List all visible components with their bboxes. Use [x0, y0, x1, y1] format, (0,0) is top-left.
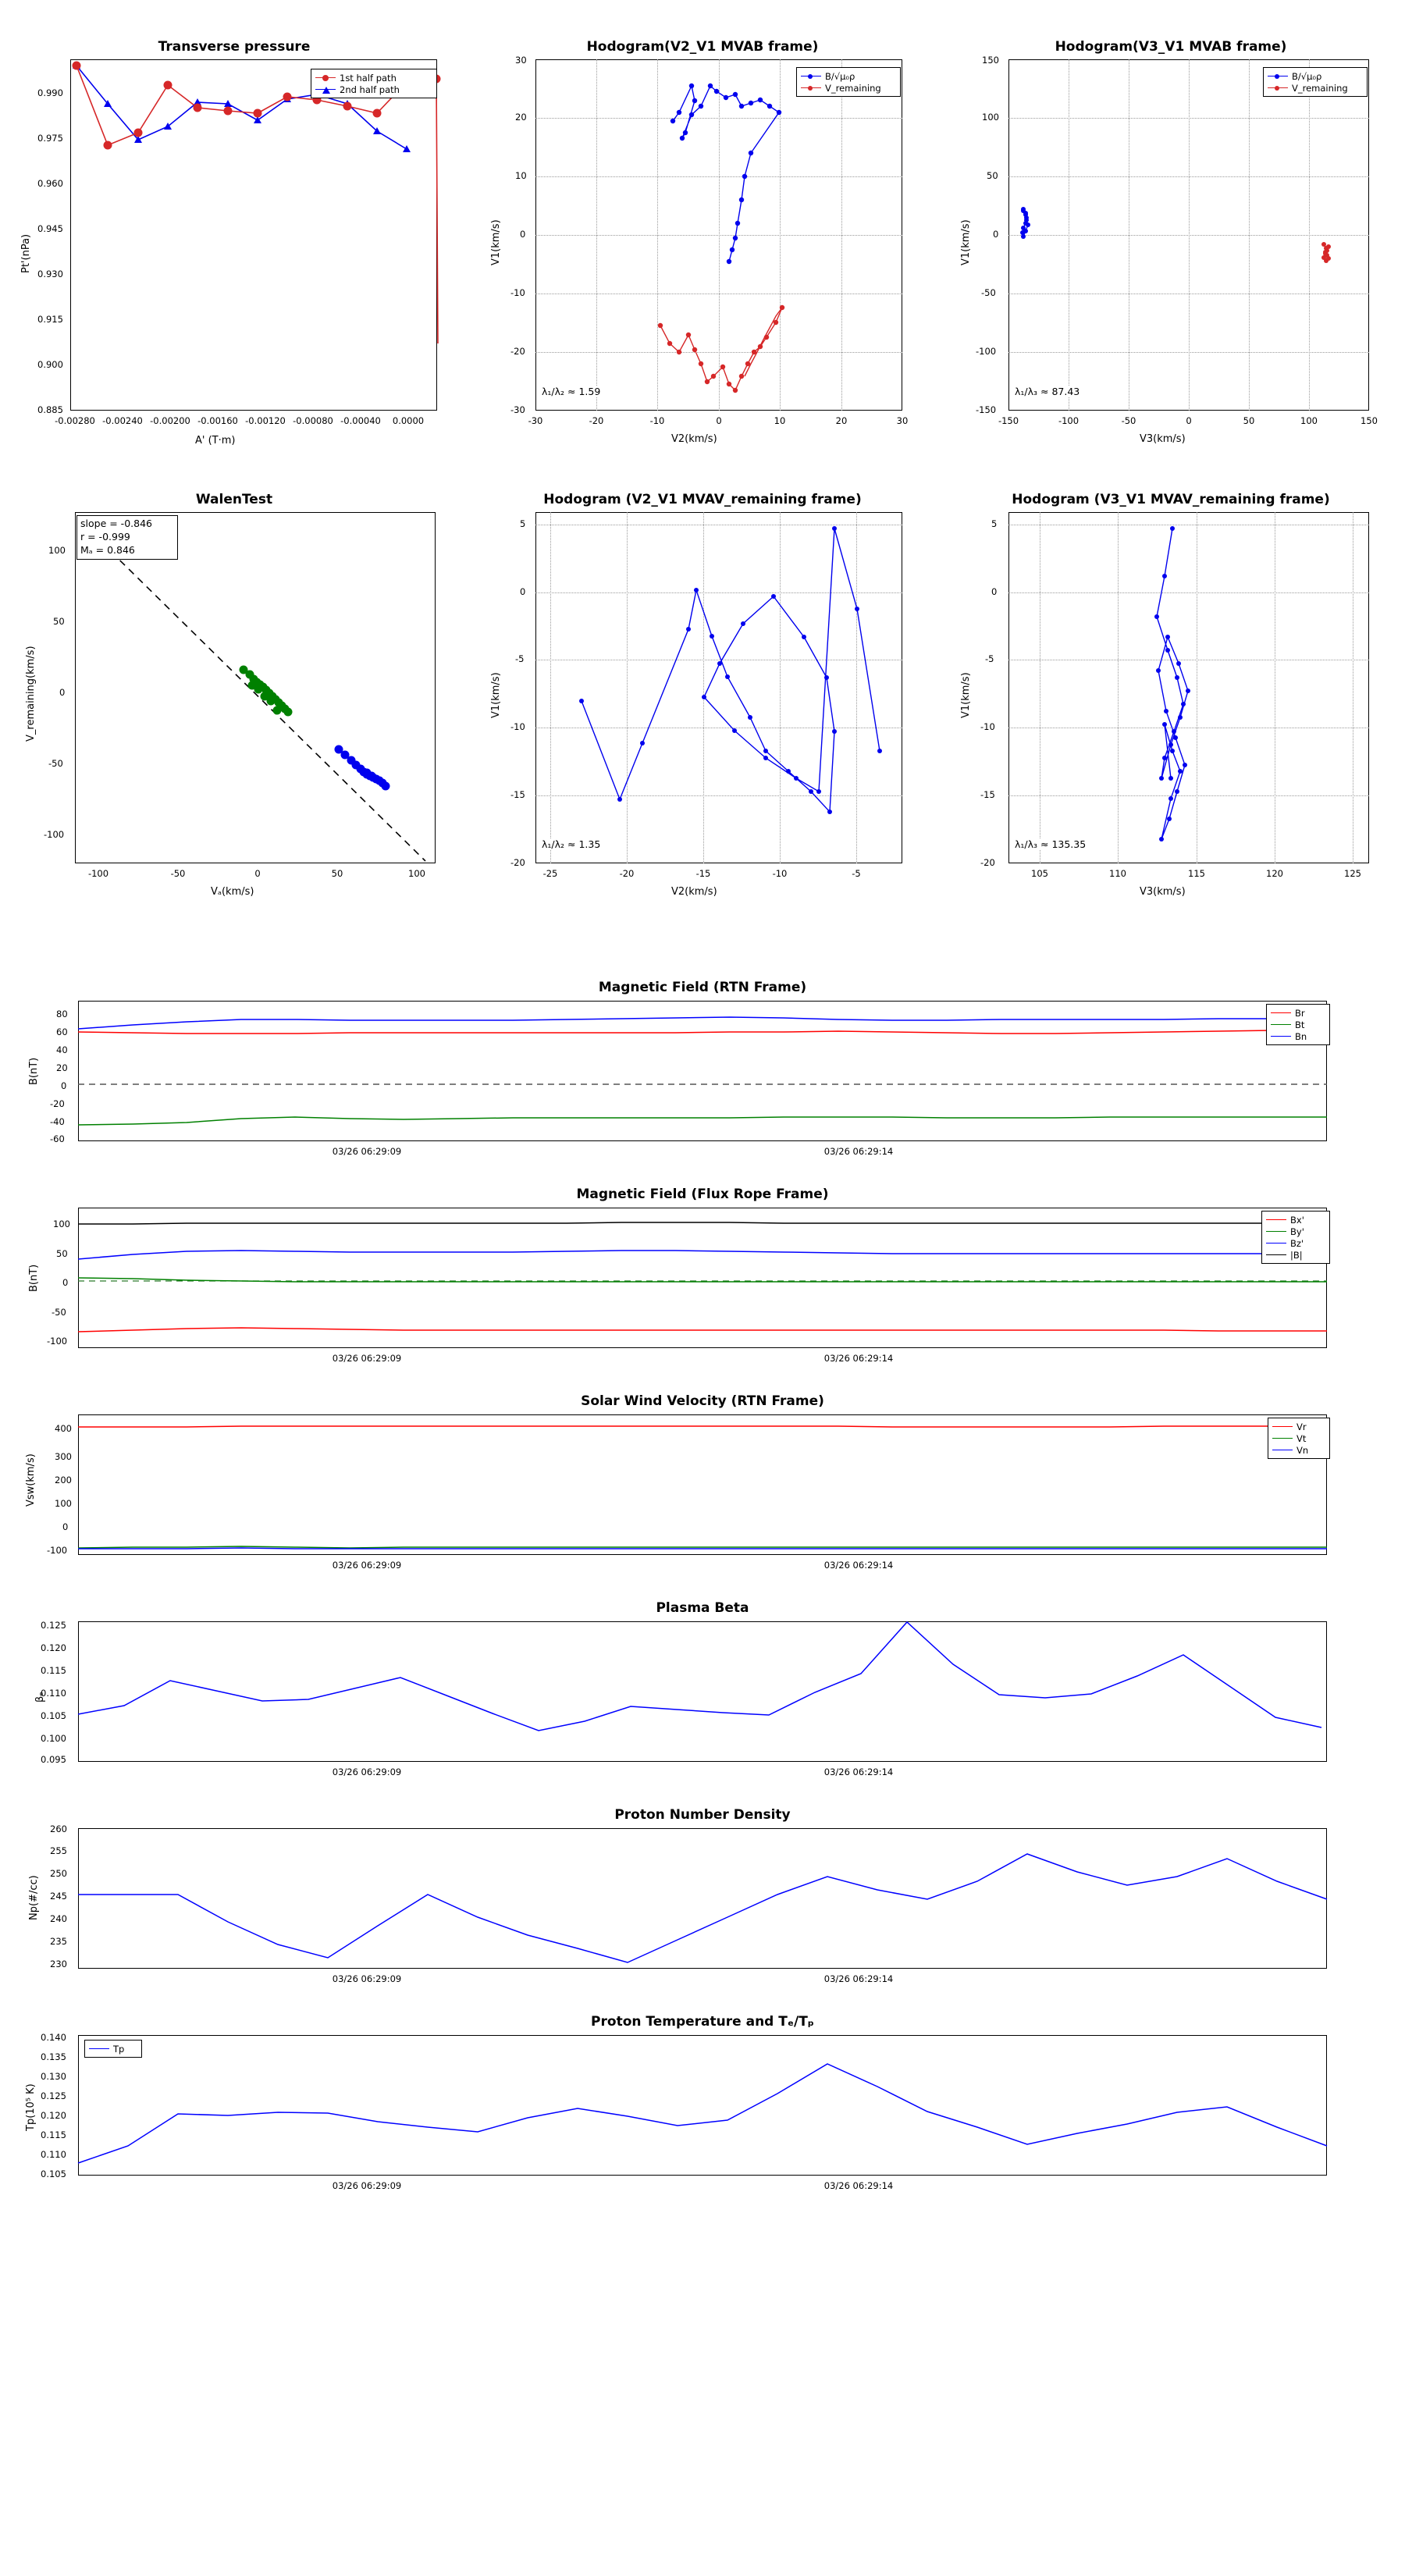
x-tick: -150	[998, 415, 1019, 426]
y-tick: -15	[510, 789, 525, 800]
panel-hodogram-v2v1-mvav	[468, 468, 937, 898]
panel-title: Hodogram(V2_V1 MVAB frame)	[586, 39, 819, 55]
legend-label: Tp	[113, 2043, 125, 2055]
legend-item	[315, 72, 432, 84]
y-tick: 5	[991, 518, 998, 529]
x-tick: 150	[1361, 415, 1378, 426]
panel-solar-wind-velocity	[0, 1382, 1405, 1585]
eigenvalue-ratio-annotation: λ₁/λ₂ ≈ 1.35	[542, 838, 601, 850]
x-tick: 0	[1186, 415, 1192, 426]
legend-item	[1268, 82, 1363, 94]
y-tick: 0.110	[41, 1688, 66, 1699]
panel-title: Proton Temperature and Tₑ/Tₚ	[591, 2014, 814, 2030]
panel-title: Solar Wind Velocity (RTN Frame)	[581, 1393, 824, 1409]
y-tick: 0.960	[37, 178, 63, 189]
legend-label: Vn	[1297, 1444, 1309, 1456]
legend-item	[801, 70, 896, 82]
y-tick: -100	[44, 829, 65, 840]
legend-label: 2nd half path	[340, 84, 400, 95]
x-tick: 03/26 06:29:09	[332, 1146, 402, 1157]
y-tick: 40	[56, 1044, 68, 1055]
panel-title: Magnetic Field (RTN Frame)	[598, 980, 807, 995]
y-tick: -100	[976, 346, 997, 357]
y-tick: 0.125	[41, 2090, 66, 2101]
legend-item	[1271, 1019, 1325, 1030]
y-tick: 0	[520, 586, 526, 597]
y-tick: -100	[47, 1336, 68, 1347]
x-tick: 50	[1243, 415, 1255, 426]
x-tick: -100	[87, 868, 109, 879]
eigenvalue-ratio-annotation: λ₁/λ₃ ≈ 135.35	[1015, 838, 1087, 850]
y-tick: 0.140	[41, 2032, 66, 2043]
walen-fit-box	[76, 515, 178, 560]
y-axis-label: βₑ	[34, 1692, 46, 1703]
x-tick: -0.00280	[55, 415, 95, 426]
y-tick: 230	[50, 1959, 67, 1969]
y-tick: 200	[55, 1475, 72, 1485]
eigenvalue-ratio-annotation: λ₁/λ₃ ≈ 87.43	[1015, 386, 1080, 397]
y-tick: -40	[50, 1116, 65, 1127]
x-tick: -20	[619, 868, 635, 879]
y-tick: 0	[520, 229, 526, 240]
y-tick: 0.885	[37, 404, 63, 415]
y-tick: 0	[62, 1521, 69, 1532]
legend-label: B/√μ₀ρ	[1292, 70, 1322, 82]
walen-test-plot	[0, 468, 468, 890]
y-tick: 100	[48, 545, 66, 556]
y-axis-label: V1(km/s)	[490, 672, 502, 718]
x-axis-label: A' (T·m)	[195, 435, 236, 447]
legend	[796, 67, 901, 97]
legend-swatch-bn	[1271, 1036, 1291, 1037]
panel-title: WalenTest	[195, 492, 273, 507]
y-tick: -20	[50, 1098, 65, 1109]
x-tick: 100	[1300, 415, 1318, 426]
y-tick: -20	[980, 857, 995, 868]
y-axis-label: B(nT)	[28, 1057, 40, 1085]
y-axis-label: V_remaining(km/s)	[25, 646, 37, 742]
y-tick: 100	[55, 1498, 72, 1509]
y-tick: 50	[987, 170, 998, 181]
y-tick: 20	[56, 1062, 68, 1073]
legend-item	[1268, 70, 1363, 82]
legend-item	[1266, 1237, 1325, 1249]
x-tick: -5	[852, 868, 861, 879]
y-tick: 0.120	[41, 1642, 66, 1653]
x-axis-label: V3(km/s)	[1140, 886, 1186, 898]
panel-magnetic-field-rtn	[0, 968, 1405, 1171]
x-tick: 03/26 06:29:14	[823, 1560, 894, 1571]
legend	[1266, 1004, 1330, 1045]
y-tick: 0.105	[41, 1710, 66, 1721]
x-tick: -50	[170, 868, 186, 879]
legend-label: Vt	[1297, 1432, 1307, 1444]
y-tick: 0.115	[41, 2129, 66, 2140]
y-axis-label: B(nT)	[28, 1264, 40, 1292]
legend-swatch-bt	[1271, 1024, 1291, 1025]
x-axis-label: V3(km/s)	[1140, 433, 1186, 445]
x-tick: 03/26 06:29:14	[823, 1353, 894, 1364]
y-tick: -50	[52, 1307, 66, 1318]
y-tick: 80	[56, 1009, 68, 1019]
x-tick: 03/26 06:29:09	[332, 1767, 402, 1777]
x-tick: -15	[695, 868, 711, 879]
legend-item	[1266, 1226, 1325, 1237]
x-tick: -30	[528, 415, 543, 426]
y-tick: -15	[980, 789, 995, 800]
legend-item	[1272, 1432, 1325, 1444]
y-tick: 100	[53, 1219, 70, 1229]
walen-r: r = -0.999	[80, 530, 130, 543]
y-tick: -5	[515, 653, 525, 664]
legend-item	[1271, 1030, 1325, 1042]
hodogram-v3v1-mvav-plot	[937, 468, 1405, 890]
y-tick: 0.135	[41, 2051, 66, 2062]
y-axis-label: Tp(10⁵ K)	[25, 2083, 37, 2131]
x-tick: 0.0000	[392, 415, 425, 426]
y-tick: 0.130	[41, 2071, 66, 2082]
x-tick: -100	[1058, 415, 1080, 426]
y-tick: 0.930	[37, 269, 63, 279]
legend	[311, 69, 437, 98]
legend-label: Bn	[1295, 1030, 1307, 1042]
y-axis-label: V1(km/s)	[960, 219, 972, 265]
legend-swatch-vrem	[801, 87, 821, 88]
legend-item	[1266, 1214, 1325, 1226]
legend-swatch-vrem	[1268, 87, 1288, 88]
x-tick: 03/26 06:29:09	[332, 2180, 402, 2191]
legend-label: V_remaining	[1292, 82, 1348, 94]
panel-hodogram-v2v1-mvab	[468, 16, 937, 445]
y-axis-label: Pt'(nPa)	[20, 233, 32, 273]
x-tick: 0	[254, 868, 261, 879]
y-tick: -20	[510, 346, 525, 357]
b-fluxrope-plot	[0, 1175, 1405, 1378]
y-tick: 0.110	[41, 2149, 66, 2160]
legend	[1261, 1211, 1330, 1264]
panel-title: Hodogram(V3_V1 MVAB frame)	[1055, 39, 1287, 55]
x-tick: -0.00080	[293, 415, 333, 426]
y-tick: 400	[55, 1423, 72, 1434]
y-tick: 0.975	[37, 133, 63, 144]
x-tick: -25	[542, 868, 558, 879]
legend-item	[1266, 1249, 1325, 1261]
legend-label: |B|	[1290, 1249, 1303, 1261]
legend-label: Bx'	[1290, 1214, 1304, 1226]
plasma-beta-plot	[0, 1589, 1405, 1791]
y-tick: 0	[62, 1277, 69, 1288]
legend-label: 1st half path	[340, 72, 397, 84]
x-tick: 50	[331, 868, 343, 879]
panel-walen-test	[0, 468, 468, 898]
x-tick: -10	[772, 868, 788, 879]
panel-title: Transverse pressure	[158, 39, 311, 55]
y-tick: 260	[50, 1823, 67, 1834]
legend-swatch-vt	[1272, 1438, 1293, 1439]
walen-slope: slope = -0.846	[80, 518, 152, 529]
hodogram-v2v1-mvav-plot	[468, 468, 937, 890]
y-tick: 0.945	[37, 223, 63, 234]
b-rtn-plot	[0, 968, 1405, 1171]
y-tick: -20	[510, 857, 525, 868]
x-tick: 03/26 06:29:09	[332, 1353, 402, 1364]
legend-label: V_remaining	[825, 82, 881, 94]
y-tick: 30	[515, 55, 527, 66]
x-tick: 105	[1031, 868, 1048, 879]
x-axis-label: V2(km/s)	[671, 433, 717, 445]
legend-label: By'	[1290, 1226, 1304, 1237]
legend-label: Bz'	[1290, 1237, 1304, 1249]
y-tick: 0	[59, 687, 66, 698]
panel-title: Magnetic Field (Flux Rope Frame)	[576, 1187, 829, 1202]
y-tick: 20	[515, 112, 527, 123]
y-tick: -150	[976, 404, 997, 415]
x-tick: -0.00200	[150, 415, 190, 426]
y-tick: -5	[985, 653, 994, 664]
legend-swatch-vr	[1272, 1426, 1293, 1427]
y-tick: 240	[50, 1913, 67, 1924]
legend-item	[1271, 1007, 1325, 1019]
legend-swatch-bx	[1266, 1219, 1286, 1220]
y-tick: -50	[981, 287, 996, 298]
y-tick: -10	[510, 721, 525, 732]
y-tick: 0	[991, 586, 998, 597]
x-tick: 110	[1109, 868, 1126, 879]
y-tick: 0.100	[41, 1733, 66, 1744]
legend-swatch-by	[1266, 1231, 1286, 1232]
legend-swatch-bz	[1266, 1243, 1286, 1244]
legend-label: B/√μ₀ρ	[825, 70, 855, 82]
legend-swatch-2nd-half	[315, 89, 336, 90]
y-tick: 0	[993, 229, 999, 240]
y-tick: 100	[982, 112, 999, 123]
proton-density-plot	[0, 1795, 1405, 1998]
legend-item	[89, 2043, 137, 2055]
legend-label: Br	[1295, 1007, 1305, 1019]
legend	[1263, 67, 1368, 97]
x-tick: -0.00160	[197, 415, 238, 426]
x-axis-label: Vₐ(km/s)	[211, 886, 254, 898]
x-tick: -50	[1121, 415, 1136, 426]
panel-title: Proton Number Density	[614, 1807, 791, 1823]
legend-label: Bt	[1295, 1019, 1305, 1030]
y-tick: 0	[61, 1080, 67, 1091]
x-tick: 03/26 06:29:14	[823, 1973, 894, 1984]
y-tick: 245	[50, 1891, 67, 1902]
y-tick: 0.105	[41, 2169, 66, 2179]
legend-swatch-bmag	[1266, 1254, 1286, 1255]
x-tick: -0.00040	[340, 415, 381, 426]
y-tick: 60	[56, 1026, 68, 1037]
y-tick: 0.125	[41, 1620, 66, 1631]
x-tick: 125	[1344, 868, 1361, 879]
panel-hodogram-v3v1-mvab	[937, 16, 1405, 445]
legend-swatch-br	[1271, 1012, 1291, 1013]
y-tick: 0.990	[37, 87, 63, 98]
x-tick: -0.00120	[245, 415, 286, 426]
panel-magnetic-field-flux-rope	[0, 1175, 1405, 1378]
legend-item	[1272, 1421, 1325, 1432]
panel-title: Plasma Beta	[656, 1600, 749, 1616]
legend-swatch-1st-half	[315, 77, 336, 78]
y-tick: 150	[982, 55, 999, 66]
walen-ma: Mₐ = 0.846	[80, 543, 135, 556]
y-tick: 250	[50, 1868, 67, 1879]
y-tick: 5	[520, 518, 526, 529]
y-axis-label: Vsw(km/s)	[25, 1453, 37, 1507]
legend	[84, 2040, 142, 2058]
legend-item	[1272, 1444, 1325, 1456]
legend	[1268, 1418, 1330, 1459]
x-tick: 20	[835, 415, 848, 426]
y-tick: -10	[980, 721, 995, 732]
y-tick: -30	[510, 404, 525, 415]
x-tick: 100	[408, 868, 425, 879]
x-tick: 03/26 06:29:14	[823, 2180, 894, 2191]
y-tick: 0.120	[41, 2110, 66, 2121]
eigenvalue-ratio-annotation: λ₁/λ₂ ≈ 1.59	[542, 386, 601, 397]
y-axis-label: V1(km/s)	[490, 219, 502, 265]
y-tick: -100	[47, 1545, 68, 1556]
x-tick: 03/26 06:29:09	[332, 1973, 402, 1984]
y-tick: 50	[56, 1248, 68, 1259]
x-tick: 115	[1188, 868, 1205, 879]
y-tick: -60	[50, 1133, 65, 1144]
x-tick: 0	[716, 415, 722, 426]
y-axis-label: Np(#/cc)	[28, 1875, 40, 1920]
y-axis-label: V1(km/s)	[960, 672, 972, 718]
y-tick: 0.900	[37, 359, 63, 370]
vsw-rtn-plot	[0, 1382, 1405, 1585]
panel-plasma-beta	[0, 1589, 1405, 1791]
y-tick: 0.915	[37, 314, 63, 325]
legend-label: Vr	[1297, 1421, 1307, 1432]
panel-proton-temperature	[0, 2002, 1405, 2213]
y-tick: 0.115	[41, 1665, 66, 1676]
x-tick: 03/26 06:29:14	[823, 1767, 894, 1777]
x-tick: 03/26 06:29:09	[332, 1560, 402, 1571]
proton-temperature-plot	[0, 2002, 1405, 2213]
y-tick: 10	[515, 170, 527, 181]
panel-title: Hodogram (V2_V1 MVAV_remaining frame)	[543, 492, 862, 507]
legend-item	[315, 84, 432, 95]
x-tick: 10	[774, 415, 786, 426]
x-tick: -10	[649, 415, 665, 426]
y-tick: 235	[50, 1936, 67, 1947]
x-tick: 120	[1266, 868, 1283, 879]
legend-item	[801, 82, 896, 94]
x-tick: 30	[896, 415, 909, 426]
panel-hodogram-v3v1-mvav	[937, 468, 1405, 898]
x-tick: 03/26 06:29:14	[823, 1146, 894, 1157]
legend-swatch-tp	[89, 2048, 109, 2049]
panel-proton-density	[0, 1795, 1405, 1998]
x-tick: -20	[589, 415, 604, 426]
x-axis-label: V2(km/s)	[671, 886, 717, 898]
y-tick: -10	[510, 287, 525, 298]
panel-title: Hodogram (V3_V1 MVAV_remaining frame)	[1012, 492, 1330, 507]
panel-transverse-pressure	[0, 16, 468, 447]
y-tick: 0.095	[41, 1754, 66, 1765]
y-tick: 255	[50, 1845, 67, 1856]
x-tick: -0.00240	[102, 415, 143, 426]
y-tick: -50	[48, 758, 63, 769]
y-tick: 50	[53, 616, 65, 627]
y-tick: 300	[55, 1451, 72, 1462]
